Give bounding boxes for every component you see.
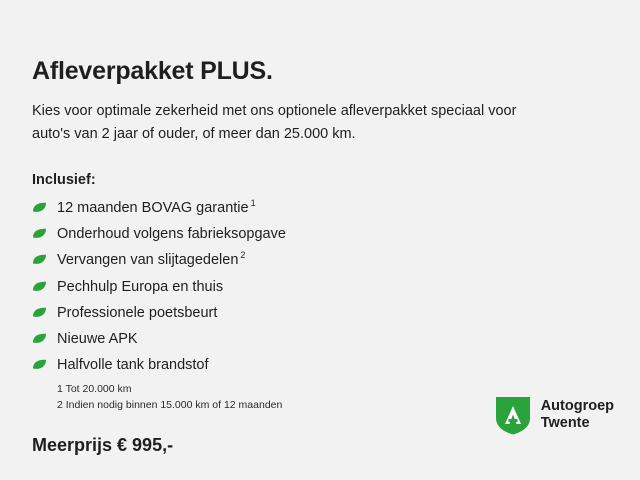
intro-text: Kies voor optimale zekerheid met ons optionele afleverpakket speciaal voor auto's van 2 jaar of ouder, of meer dan 25.000 km. bbox=[32, 102, 517, 142]
list-item bbox=[32, 250, 608, 269]
company-name bbox=[541, 398, 614, 431]
footnote-marker: 2 bbox=[240, 250, 246, 261]
feature-label: Onderhoud volgens fabrieksopgave bbox=[57, 225, 286, 242]
list-item bbox=[32, 224, 608, 243]
leaf-bullet-icon bbox=[32, 359, 47, 370]
company-name-line1: Autogroep bbox=[540, 398, 614, 415]
leaf-bullet-icon bbox=[32, 281, 47, 292]
footnote-marker: 1 bbox=[250, 197, 256, 208]
inclusief-label: Inclusief: bbox=[32, 171, 96, 188]
list-item bbox=[32, 277, 608, 296]
feature-label: Vervangen van slijtagedelen $^2$ bbox=[57, 250, 246, 269]
feature-label: 12 maanden BOVAG garantie $^1$ bbox=[57, 197, 256, 216]
page-title: Afleverpakket PLUS. bbox=[32, 57, 273, 85]
list-item bbox=[32, 329, 608, 348]
footnote-1: 1 Tot 20.000 km bbox=[57, 383, 132, 396]
feature-label: Pechhulp Europa en thuis bbox=[57, 278, 224, 295]
feature-label: Professionele poetsbeurt bbox=[57, 304, 218, 321]
leaf-bullet-icon bbox=[32, 228, 47, 239]
leaf-bullet-icon bbox=[32, 333, 47, 344]
list-item bbox=[32, 303, 608, 322]
leaf-bullet-icon bbox=[32, 202, 47, 213]
feature-label: Nieuwe APK bbox=[57, 330, 138, 347]
leaf-bullet-icon bbox=[32, 254, 47, 265]
list-item bbox=[32, 198, 608, 217]
feature-label: Halfvolle tank brandstof bbox=[57, 357, 209, 374]
features-list bbox=[32, 198, 608, 375]
price-label: Meerprijs € 995,- bbox=[32, 434, 174, 455]
shield-logo-icon bbox=[494, 394, 532, 436]
company-name-line2: Twente bbox=[540, 415, 590, 431]
footnote-2: 2 Indien nodig binnen 15.000 km of 12 maanden bbox=[57, 398, 283, 411]
list-item bbox=[32, 355, 608, 374]
leaf-bullet-icon bbox=[32, 307, 47, 318]
company-logo bbox=[494, 394, 614, 436]
